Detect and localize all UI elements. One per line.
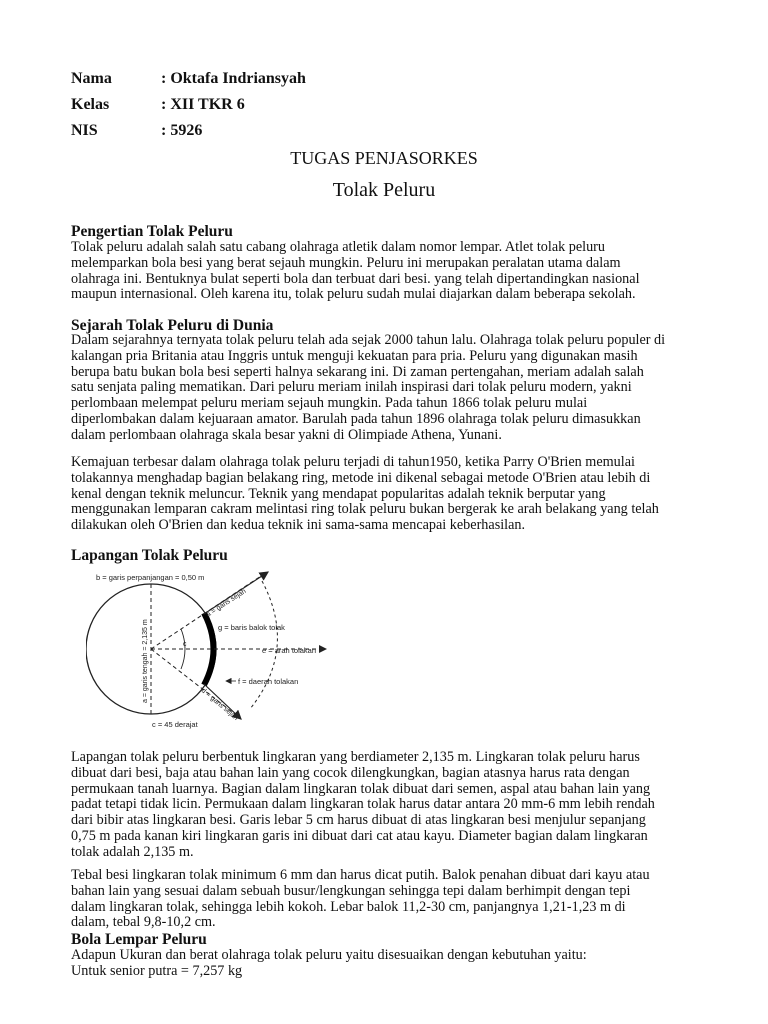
text-line: padat tetapi tidak licin. Permukaan dalam lingkaran tolak harus datar antara 20 mm-6 mm lebih rendah — [71, 796, 655, 813]
identity-value: : Oktafa Indriansyah — [161, 70, 306, 87]
text-line: Lapangan tolak peluru berbentuk lingkaran yang berdiameter 2,135 m. Lingkaran tolak peluru harus — [71, 749, 640, 765]
shot-put-field-diagram — [86, 569, 362, 731]
text-line: kenal dengan teknik meluncur. Teknik yang mendapat popularitas adalah teknik berputar yang — [71, 485, 606, 502]
identity-key: Nama — [71, 70, 112, 87]
text-line: bahan lain yang sesuai dalam sebuah busur/lengkungan sehingga tepi dalam berhimpit dengan tepi — [71, 882, 631, 899]
text-line: berupa batu bukan bola besi seperti halnya sekarang ini. Di zaman pertengahan, meriam adalah salah — [71, 363, 644, 380]
document-title: TUGAS PENJASORKES — [290, 148, 478, 168]
text-line: Tolak peluru adalah salah satu cabang olahraga atletik dalam nomor lempar. Atlet tolak peluru — [71, 239, 606, 255]
paragraph-lapangan-2 — [71, 868, 711, 931]
paragraph-lapangan — [71, 750, 711, 861]
text-line: maupun internasional. Oleh karena itu, tolak peluru sudah mulai diajarkan dalam beberapa sekolah. — [71, 286, 636, 303]
paragraph-pengertian — [71, 240, 711, 303]
identity-row-nis — [71, 122, 202, 140]
text-line: dalam, tebal 9,8-10,2 cm. — [71, 914, 216, 931]
identity-key: NIS — [71, 122, 98, 139]
identity-value: : XII TKR 6 — [161, 96, 245, 113]
text-line: olahraga ini. Bentuknya bulat seperti bola dan terbuat dari besi. yang telah dipertandingkan nasional — [71, 270, 640, 287]
label-a-bottom: d = garis sejah — [199, 687, 240, 722]
identity-value: : 5926 — [161, 122, 203, 139]
paragraph-sejarah — [71, 333, 711, 444]
label-b: b = garis perpanjangan = 0,50 m — [96, 573, 205, 582]
identity-row-kelas — [71, 96, 245, 114]
text-line: Adapun Ukuran dan berat olahraga tolak peluru yaitu disesuaikan dengan kebutuhan yaitu: — [71, 947, 587, 963]
label-e: e = arah tolakan — [262, 646, 316, 655]
paragraph-bola — [71, 948, 711, 980]
text-line: dibuat dari besi, baja atau bahan lain yang cocok dilengkungkan, bagian atasnya harus rata dengan — [71, 764, 630, 781]
text-line: Tebal besi lingkaran tolak minimum 6 mm dan harus dicat putih. Balok penahan dibuat dari kayu atau — [71, 867, 650, 883]
identity-row-nama — [71, 70, 306, 88]
section-heading-lapangan: Lapangan Tolak Peluru — [71, 547, 228, 564]
paragraph-sejarah-2 — [71, 455, 711, 534]
text-line: Dalam sejarahnya ternyata tolak peluru telah ada sejak 2000 tahun lalu. Olahraga tolak peluru populer di — [71, 332, 666, 348]
text-line: 0,75 m pada kanan kiri lingkaran garis ini dibuat dari cat atau kayu. Diameter bagian dalam lingkaran — [71, 827, 648, 844]
text-line: permukaan tanah luarnya. Bagian dalam lingkaran tolak dibuat dari semen, aspal atau bahan lain yang — [71, 780, 651, 797]
text-line: Untuk senior putra = 7,257 kg — [71, 962, 243, 979]
section-heading-sejarah: Sejarah Tolak Peluru di Dunia — [71, 317, 274, 334]
text-line: dilakukan oleh O'Brien dan kedua teknik ini sama-sama mencapai keberhasilan. — [71, 517, 526, 534]
text-line: satu senjata paling mematikan. Dari peluru meriam inilah inspirasi dari tolak peluru modern, yakni — [71, 379, 632, 396]
text-line: tolakannya menghadap bagian belakang ring, metode ini dikenal sebagai metode O'Brien atau lebih di — [71, 469, 651, 486]
label-c-angle: c = 45 derajat — [152, 720, 198, 729]
text-line: dalam perlombaan olahraga skala besar yakni di Olimpiade Athena, Yunani. — [71, 426, 502, 443]
label-g: g = baris balok tolak — [218, 623, 285, 632]
section-heading-bola: Bola Lempar Peluru — [71, 931, 207, 948]
sector-far-arc — [250, 581, 277, 709]
text-line: perlombaan melempat peluru meriam sejauh mungkin. Pada tahun 1866 tolak peluru mulai — [71, 395, 588, 412]
text-line: tolak adalah 2,135 m. — [71, 843, 194, 860]
label-diameter: a = garis tengah = 2,135 m — [142, 619, 149, 703]
text-line: dari bibir atas lingkaran besi. Garis lebar 5 cm harus dibuat di atas lingkaran besi menjulur sepanjang — [71, 812, 646, 829]
label-f: f = daerah tolakan — [238, 677, 299, 686]
text-line: kalangan pria Britania atau Inggris untuk menguji kekuatan para pria. Peluru yang digunakan masih — [71, 347, 638, 364]
document-subtitle: Tolak Peluru — [332, 179, 436, 201]
label-a-top: a = garis sejah — [205, 587, 248, 619]
section-heading-pengertian: Pengertian Tolak Peluru — [71, 223, 233, 240]
text-line: melemparkan bola besi yang berat sejauh mungkin. Peluru ini merupakan peralatan utama dalam — [71, 254, 621, 271]
label-c-small: c — [183, 641, 187, 648]
text-line: Kemajuan terbesar dalam olahraga tolak peluru terjadi di tahun1950, ketika Parry O'Brien memulai — [71, 454, 635, 470]
text-line: dalam lingkaran tolak, sehingga lebih kokoh. Lebar balok 11,2-30 cm, panjangnya 1,21-1,23 m di — [71, 898, 626, 915]
text-line: menggunakan lemparan cakram melintasi ring tolak peluru bukan bergerak ke arah belakang yang telah — [71, 501, 659, 518]
identity-key: Kelas — [71, 96, 110, 113]
text-line: diperlombakan dalam kejuaraan amator. Barulah pada tahun 1896 olahraga tolak peluru dimasukkan — [71, 410, 641, 427]
